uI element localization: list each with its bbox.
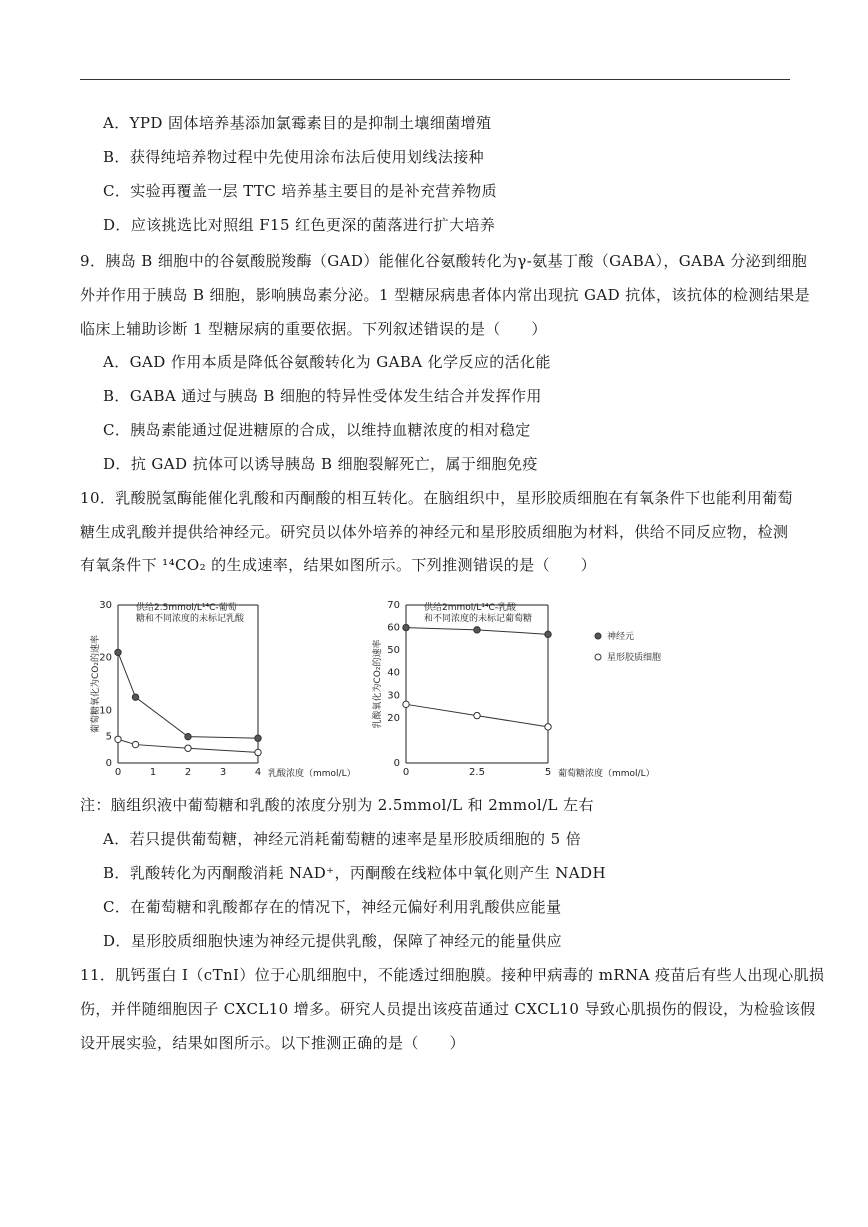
- y-tick-label: 30: [387, 690, 400, 702]
- y-tick-label: 70: [387, 600, 400, 611]
- legend-label: 星形胶质细胞: [607, 653, 662, 663]
- q11-stem-line-1: 11．肌钙蛋白 I（cTnI）位于心肌细胞中，不能透过细胞膜。接种甲病毒的 mRNA 疫苗后有些人出现心肌损: [80, 966, 825, 984]
- legend-marker: [595, 654, 601, 660]
- data-point: [403, 701, 409, 707]
- q8-option-a: A．YPD 固体培养基添加氯霉素目的是抑制土壤细菌增殖: [103, 114, 492, 132]
- data-point: [115, 649, 121, 655]
- x-tick-label: 1: [149, 767, 157, 778]
- x-tick-label: 0: [114, 767, 122, 778]
- data-point: [185, 733, 191, 739]
- y-tick-label: 0: [105, 758, 112, 769]
- data-point: [185, 745, 191, 751]
- q9-option-c: C．胰岛素能通过促进糖原的合成，以维持血糖浓度的相对稳定: [103, 421, 531, 439]
- y-axis-label: 乳酸氧化为CO₂的速率: [373, 639, 383, 729]
- legend-label: 神经元: [607, 632, 635, 642]
- chart-glucose-oxidation: [86, 595, 376, 785]
- q10-note: 注：脑组织液中葡萄糖和乳酸的浓度分别为 2.5mmol/L 和 2mmol/L 左右: [80, 796, 594, 814]
- x-tick-label: 0: [402, 767, 410, 778]
- header-rule: [80, 79, 790, 80]
- chart-annotation: 供给2.5mmol/L¹⁴C-葡萄: [136, 603, 237, 613]
- legend-marker: [595, 633, 601, 639]
- q10-option-c: C．在葡萄糖和乳酸都存在的情况下，神经元偏好利用乳酸供应能量: [103, 898, 562, 916]
- y-tick-label: 0: [393, 758, 400, 769]
- series-line: [118, 652, 258, 738]
- data-point: [255, 749, 261, 755]
- q8-option-c: C．实验再覆盖一层 TTC 培养基主要目的是补充营养物质: [103, 182, 497, 200]
- q10-stem-line-1: 10．乳酸脱氢酶能催化乳酸和丙酮酸的相互转化。在脑组织中，星形胶质细胞在有氧条件下也能利用葡萄: [80, 489, 793, 507]
- q9-stem-line-2: 外并作用于胰岛 B 细胞，影响胰岛素分泌。1 型糖尿病患者体内常出现抗 GAD 抗体，该抗体的检测结果是: [80, 286, 811, 304]
- x-tick-label: 4: [254, 767, 262, 778]
- y-tick-label: 20: [387, 712, 400, 724]
- q9-option-a: A．GAD 作用本质是降低谷氨酸转化为 GABA 化学反应的活化能: [103, 353, 551, 371]
- data-point: [545, 724, 551, 730]
- q8-option-d: D．应该挑选比对照组 F15 红色更深的菌落进行扩大培养: [103, 216, 496, 234]
- q11-stem-line-3: 设开展实验，结果如图所示。以下推测正确的是（ ）: [80, 1034, 466, 1052]
- data-point: [545, 631, 551, 637]
- y-tick-label: 60: [387, 622, 400, 634]
- q9-option-d: D．抗 GAD 抗体可以诱导胰岛 B 细胞裂解死亡，属于细胞免疫: [103, 455, 538, 473]
- q10-option-b: B．乳酸转化为丙酮酸消耗 NAD⁺，丙酮酸在线粒体中氧化则产生 NADH: [103, 864, 606, 882]
- data-point: [474, 712, 480, 718]
- chart-glucose-oxidation-svg: [86, 595, 376, 785]
- data-point: [132, 694, 138, 700]
- q11-stem-line-2: 伤，并伴随细胞因子 CXCL10 增多。研究人员提出该疫苗通过 CXCL10 导致心肌损伤的假设，为检验该假: [80, 1000, 816, 1018]
- x-axis-label: 葡萄糖浓度（mmol/L）: [558, 769, 655, 779]
- q9-option-b: B．GABA 通过与胰岛 B 细胞的特异性受体发生结合并发挥作用: [103, 387, 542, 405]
- data-point: [255, 735, 261, 741]
- x-tick-label: 5: [544, 767, 552, 778]
- x-tick-label: 2: [184, 767, 192, 778]
- y-axis-label: 葡萄糖氧化为CO₂的速率: [91, 635, 101, 733]
- y-tick-label: 5: [105, 731, 112, 743]
- data-point: [474, 627, 480, 633]
- data-point: [115, 736, 121, 742]
- q10-option-d: D．星形胶质细胞快速为神经元提供乳酸，保障了神经元的能量供应: [103, 932, 563, 950]
- data-point: [132, 741, 138, 747]
- chart-annotation: 糖和不同浓度的未标记乳酸: [136, 614, 245, 624]
- y-tick-label: 40: [387, 667, 400, 679]
- y-tick-label: 50: [387, 645, 400, 657]
- y-tick-label: 10: [99, 705, 112, 717]
- q8-option-b: B．获得纯培养物过程中先使用涂布法后使用划线法接种: [103, 148, 485, 166]
- x-tick-label: 2.5: [469, 767, 485, 778]
- chart-annotation: 和不同浓度的未标记葡萄糖: [424, 614, 533, 624]
- x-axis-label: 乳酸浓度（mmol/L）: [268, 769, 356, 779]
- y-tick-label: 30: [99, 600, 112, 611]
- q9-stem-line-1: 9．胰岛 B 细胞中的谷氨酸脱羧酶（GAD）能催化谷氨酸转化为γ-氨基丁酸（GABA），GABA 分泌到细胞: [80, 252, 808, 270]
- chart-annotation: 供给2mmol/L¹⁴C-乳酸: [424, 603, 517, 613]
- chart-lactate-oxidation-svg: [366, 595, 696, 785]
- q10-stem-line-3: 有氧条件下 ¹⁴CO₂ 的生成速率，结果如图所示。下列推测错误的是（ ）: [80, 556, 597, 574]
- x-tick-label: 3: [219, 767, 227, 778]
- q10-stem-line-2: 糖生成乳酸并提供给神经元。研究员以体外培养的神经元和星形胶质细胞为材料，供给不同反应物，检测: [80, 523, 789, 541]
- q9-stem-line-3: 临床上辅助诊断 1 型糖尿病的重要依据。下列叙述错误的是（ ）: [80, 320, 547, 338]
- chart-lactate-oxidation: [366, 595, 696, 785]
- q10-option-a: A．若只提供葡萄糖，神经元消耗葡萄糖的速率是星形胶质细胞的 5 倍: [103, 830, 582, 848]
- data-point: [403, 624, 409, 630]
- y-tick-label: 20: [99, 652, 112, 664]
